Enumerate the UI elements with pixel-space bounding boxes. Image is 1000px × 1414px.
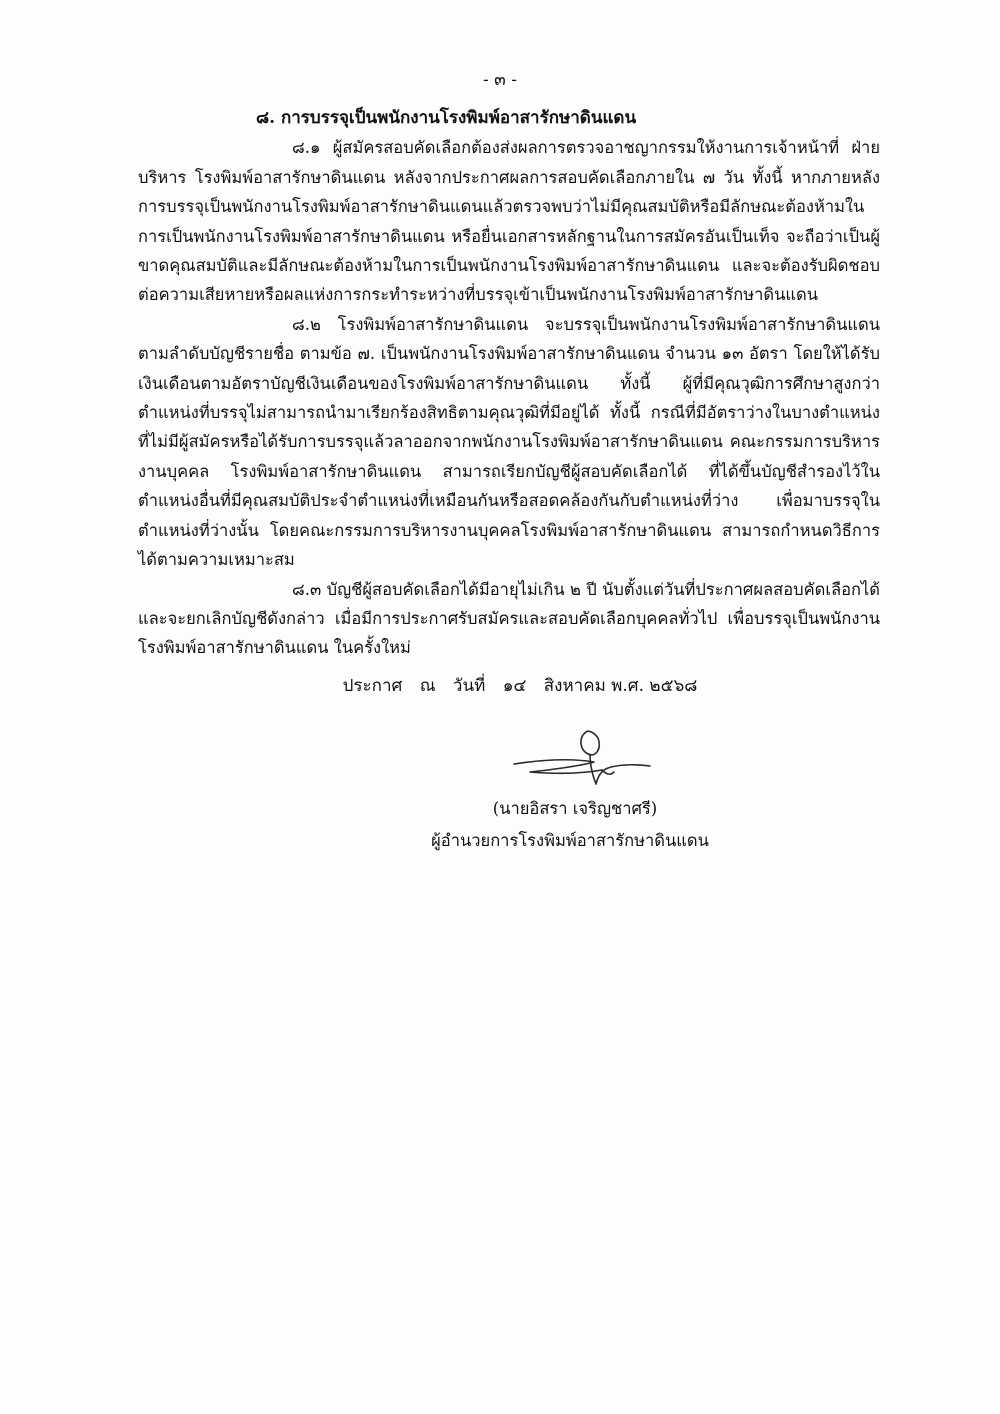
document-body	[138, 104, 880, 663]
section-heading: ๘. การบรรจุเป็นพนักงานโรงพิมพ์อาสารักษาดินแดน	[256, 108, 637, 128]
announcement-at: ณ	[419, 676, 436, 696]
announcement-day-label: วันที่	[452, 676, 486, 696]
announcement-date-line	[0, 672, 1000, 699]
paragraph-8-3: ๘.๓ บัญชีผู้สอบคัดเลือกได้มีอายุไม่เกิน ๒ ปี นับตั้งแต่วันที่ประกาศผลสอบคัดเลือกได้ และจะยกเลิกบัญชีดังกล่าว เมื่อมีการประกาศรับสมัครและสอบคัดเลือกบุคคลทั่วไป เพื่อบรรจุเป็นพนักงานโรงพิมพ์อาสารักษาดินแดน ในครั้งใหม่	[138, 579, 880, 658]
announcement-month-year: สิงหาคม พ.ศ. ๒๕๖๘	[543, 676, 698, 696]
announcement-day: ๑๔	[502, 676, 527, 696]
page-number: - ๓ -	[483, 70, 517, 90]
announcement-label: ประกาศ	[342, 676, 403, 696]
paragraph-8-1: ๘.๑ ผู้สมัครสอบคัดเลือกต้องส่งผลการตรวจอาชญากรรมให้งานการเจ้าหน้าที่ ฝ่ายบริหาร โรงพิมพ์อาสารักษาดินแดน หลังจากประกาศผลการสอบคัดเลือกภายใน ๗ วัน ทั้งนี้ หากภายหลังการบรรจุเป็นพนักงานโรงพิมพ์อาสารักษาดินแดนแล้วตรวจพบว่าไม่มีคุณสมบัติหรือมีลักษณะต้องห้ามในการเป็นพนักงานโรงพิมพ์อาสารักษาดินแดน หรือยื่นเอกสารหลักฐานในการสมัครอันเป็นเท็จ จะถือว่าเป็นผู้ขาดคุณสมบัติและมีลักษณะต้องห้ามในการเป็นพนักงานโรงพิมพ์อาสารักษาดินแดน และจะต้องรับผิดชอบต่อความเสียหายหรือผลแห่งการกระทำระหว่างที่บรรจุเข้าเป็นพนักงานโรงพิมพ์อาสารักษาดินแดน	[138, 138, 880, 305]
handwritten-signature	[510, 724, 660, 794]
signatory-name: (นายอิสรา เจริญชาศรี)	[492, 799, 658, 818]
paragraph-8-2: ๘.๒ โรงพิมพ์อาสารักษาดินแดน จะบรรจุเป็นพนักงานโรงพิมพ์อาสารักษาดินแดน ตามลำดับบัญชีรายชื่อ ตามข้อ ๗. เป็นพนักงานโรงพิมพ์อาสารักษาดินแดน จำนวน ๑๓ อัตรา โดยให้ได้รับเงินเดือนตามอัตราบัญชีเงินเดือนของโรงพิมพ์อาสารักษาดินแดน ทั้งนี้ ผู้ที่มีคุณวุฒิการศึกษาสูงกว่าตำแหน่งที่บรรจุไม่สามารถนำมาเรียกร้องสิทธิตามคุณวุฒิที่มีอยู่ได้ ทั้งนี้ กรณีที่มีอัตราว่างในบางตำแหน่งที่ไม่มีผู้สมัครหรือได้รับการบรรจุแล้วลาออกจากพนักงานโรงพิมพ์อาสารักษาดินแดน คณะกรรมการบริหารงานบุคคล โรงพิมพ์อาสารักษาดินแดน สามารถเรียกบัญชีผู้สอบคัดเลือกได้ ที่ได้ขึ้นบัญชีสำรองไว้ในตำแหน่งอื่นที่มีคุณสมบัติประจำตำแหน่งที่เหมือนกันหรือสอดคล้องกันกับตำแหน่งที่ว่าง เพื่อมาบรรจุในตำแหน่งที่ว่างนั้น โดยคณะกรรมการบริหารงานบุคคลโรงพิมพ์อาสารักษาดินแดน สามารถกำหนดวิธีการได้ตามความเหมาะสม	[138, 314, 880, 570]
signatory-title: ผู้อำนวยการโรงพิมพ์อาสารักษาดินแดน	[431, 831, 709, 850]
